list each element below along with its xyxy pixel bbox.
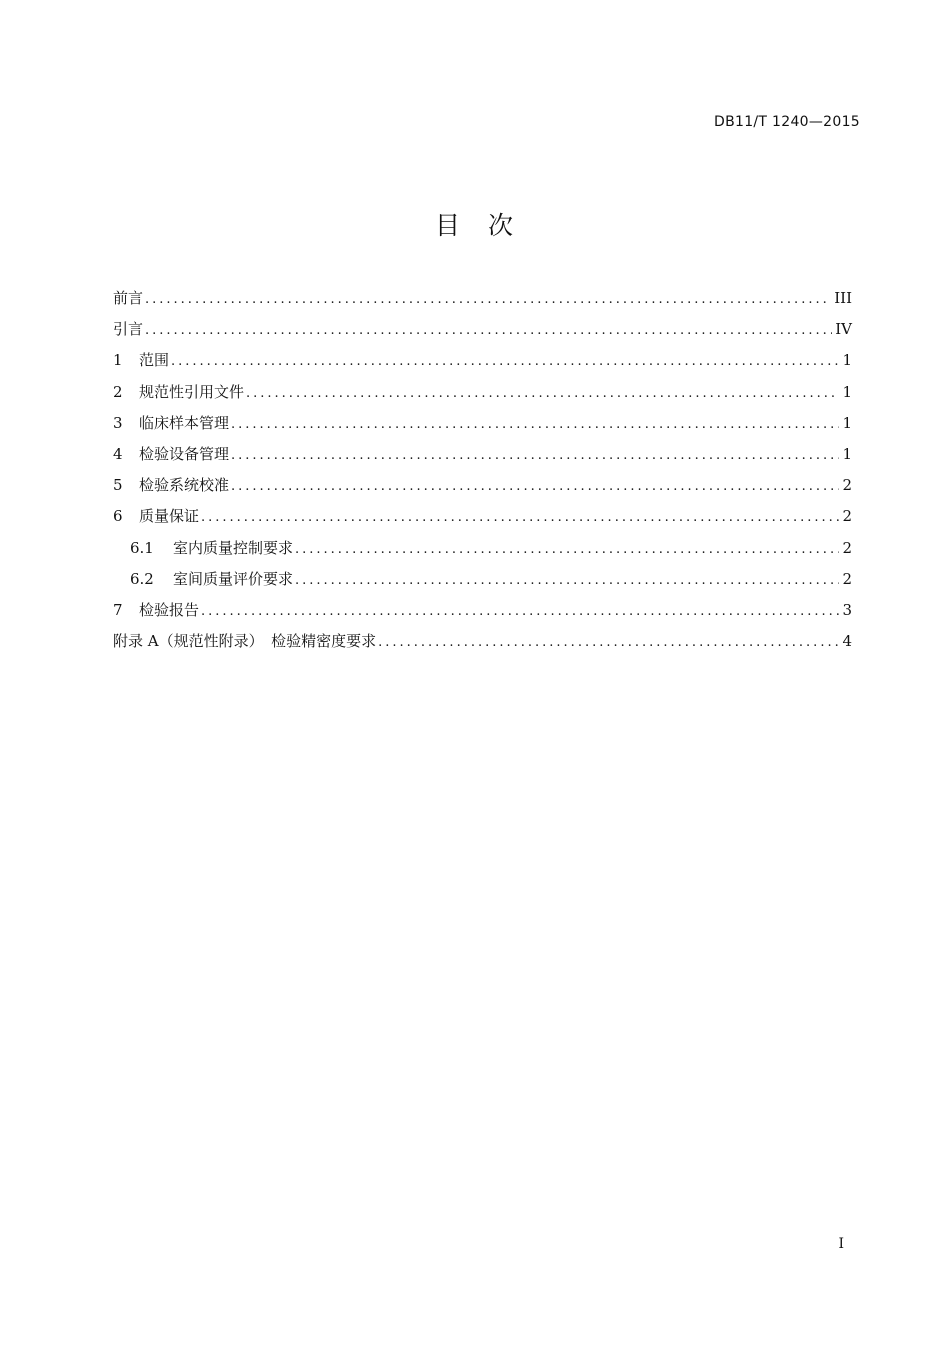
footer-page-number: I [838,1236,844,1252]
toc-dot-leader [231,414,839,436]
toc-entry-label: 临床样本管理 [139,413,230,432]
toc-entry-page: 2 [842,569,852,588]
toc-dot-leader [201,507,839,529]
toc-entry-label: 室间质量评价要求 [173,569,294,588]
toc-entry-scope[interactable] [113,349,852,380]
toc-entry-test-report[interactable] [113,599,852,630]
toc-title [0,206,950,242]
toc-entry-number: 6 [113,507,123,526]
toc-entry-number: 2 [113,382,123,401]
toc-entry-normative-references[interactable] [113,381,852,412]
toc-entry-number: 6.2 [130,569,154,588]
toc-list [113,287,852,661]
toc-title-char-1: 目 [434,211,462,240]
toc-entry-sample-management[interactable] [113,412,852,443]
toc-entry-label: 范围 [139,351,170,370]
toc-dot-leader [171,351,839,373]
toc-entry-label: 室内质量控制要求 [173,538,294,557]
toc-entry-label: 附录 A（规范性附录） 检验精密度要求 [113,632,377,651]
toc-entry-page: 4 [842,632,852,651]
toc-entry-label: 检验系统校准 [139,476,230,495]
toc-dot-leader [145,289,831,311]
toc-dot-leader [295,539,839,561]
toc-entry-equipment-management[interactable] [113,443,852,474]
toc-entry-internal-qc[interactable] [113,537,852,568]
toc-dot-leader [295,570,839,592]
toc-entry-label: 质量保证 [139,507,200,526]
toc-entry-foreword[interactable] [113,287,852,318]
toc-entry-introduction[interactable] [113,318,852,349]
toc-entry-label: 规范性引用文件 [139,382,245,401]
toc-entry-page: 2 [842,538,852,557]
toc-dot-leader [145,320,832,342]
toc-entry-page: III [834,289,852,307]
toc-entry-page: 3 [842,600,852,619]
document-code: DB11/T 1240—2015 [714,114,860,130]
toc-entry-number: 6.1 [130,538,154,557]
toc-entry-number: 7 [113,600,123,619]
toc-entry-page: 1 [842,413,852,432]
toc-entry-page: 1 [842,382,852,401]
toc-entry-label: 检验设备管理 [139,444,230,463]
toc-entry-label: 前言 [113,289,144,307]
toc-entry-number: 4 [113,444,123,463]
toc-entry-label: 检验报告 [139,600,200,619]
toc-entry-page: 2 [842,476,852,495]
toc-entry-page: 1 [842,444,852,463]
toc-entry-number: 3 [113,413,123,432]
toc-title-char-2: 次 [488,211,516,240]
toc-entry-page: 2 [842,507,852,526]
toc-entry-number: 5 [113,476,123,495]
toc-dot-leader [231,476,839,498]
toc-entry-number: 1 [113,351,123,370]
toc-entry-quality-assurance[interactable] [113,505,852,536]
toc-entry-appendix-a[interactable] [113,630,852,661]
toc-dot-leader [201,601,839,623]
toc-dot-leader [231,445,839,467]
toc-dot-leader [378,632,839,654]
toc-entry-label: 引言 [113,320,144,339]
toc-dot-leader [246,383,839,405]
toc-entry-external-qa[interactable] [113,568,852,599]
toc-entry-page: 1 [842,351,852,370]
toc-entry-page: IV [835,320,852,339]
toc-entry-system-calibration[interactable] [113,474,852,505]
